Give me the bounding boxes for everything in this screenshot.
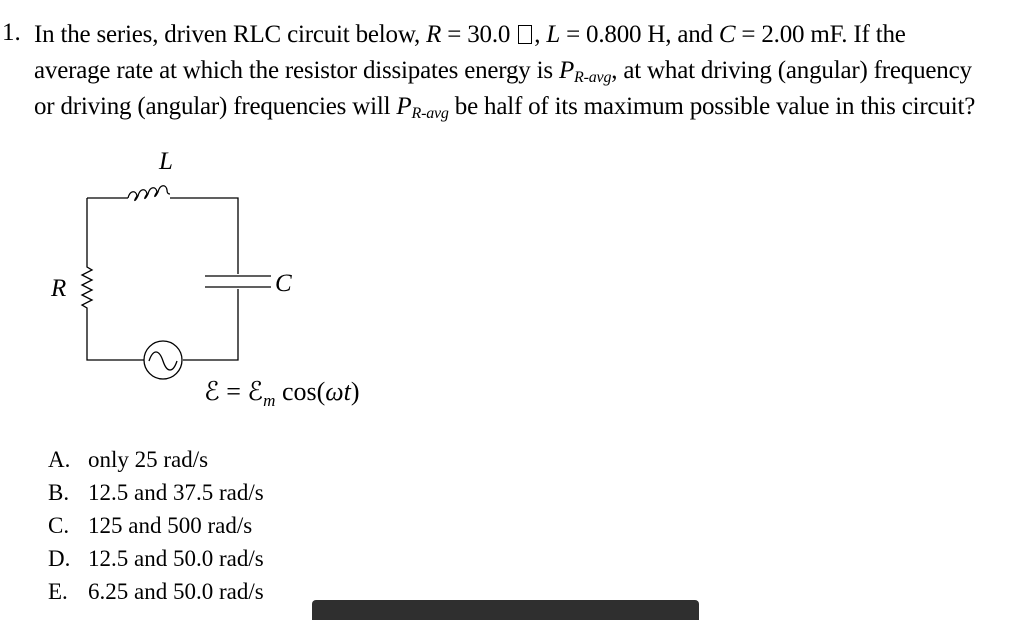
bottom-toolbar-bar xyxy=(312,600,699,620)
choice-c[interactable]: C. 125 and 500 rad/s xyxy=(48,513,253,538)
answer-choices xyxy=(48,447,264,612)
question-line-1: In the series, driven RLC circuit below, R = 30.0 , L = 0.800 H, and C = 2.00 mF. If the xyxy=(34,21,906,48)
inductor-label: L xyxy=(159,148,173,175)
missing-glyph-box xyxy=(518,25,532,44)
capacitor xyxy=(205,276,271,287)
question-line-3: or driving (angular) frequencies will $P_{R-avg}$ be half of its maximum possible value in this circuit? xyxy=(34,93,976,122)
question-number: 1. xyxy=(2,19,21,46)
choice-a[interactable]: A. only 25 rad/s xyxy=(48,447,209,472)
rlc-circuit-diagram xyxy=(30,140,410,420)
capacitor-label: C xyxy=(275,270,292,297)
question-line-2: average rate at which the resistor dissipates energy is $P_{R-avg}$, at what driving (angular) frequency xyxy=(34,57,972,86)
resistor-zigzag xyxy=(82,198,92,312)
emf-equation: ℰ = ℰ$_m$ cos(ωt) xyxy=(204,377,360,410)
choice-b[interactable]: B. 12.5 and 37.5 rad/s xyxy=(48,480,264,505)
resistor-label: R xyxy=(51,275,67,302)
choice-d[interactable]: D. 12.5 and 50.0 rad/s xyxy=(48,546,264,571)
choice-e[interactable]: E. 6.25 and 50.0 rad/s xyxy=(48,579,264,604)
inductor-coil xyxy=(128,186,170,201)
